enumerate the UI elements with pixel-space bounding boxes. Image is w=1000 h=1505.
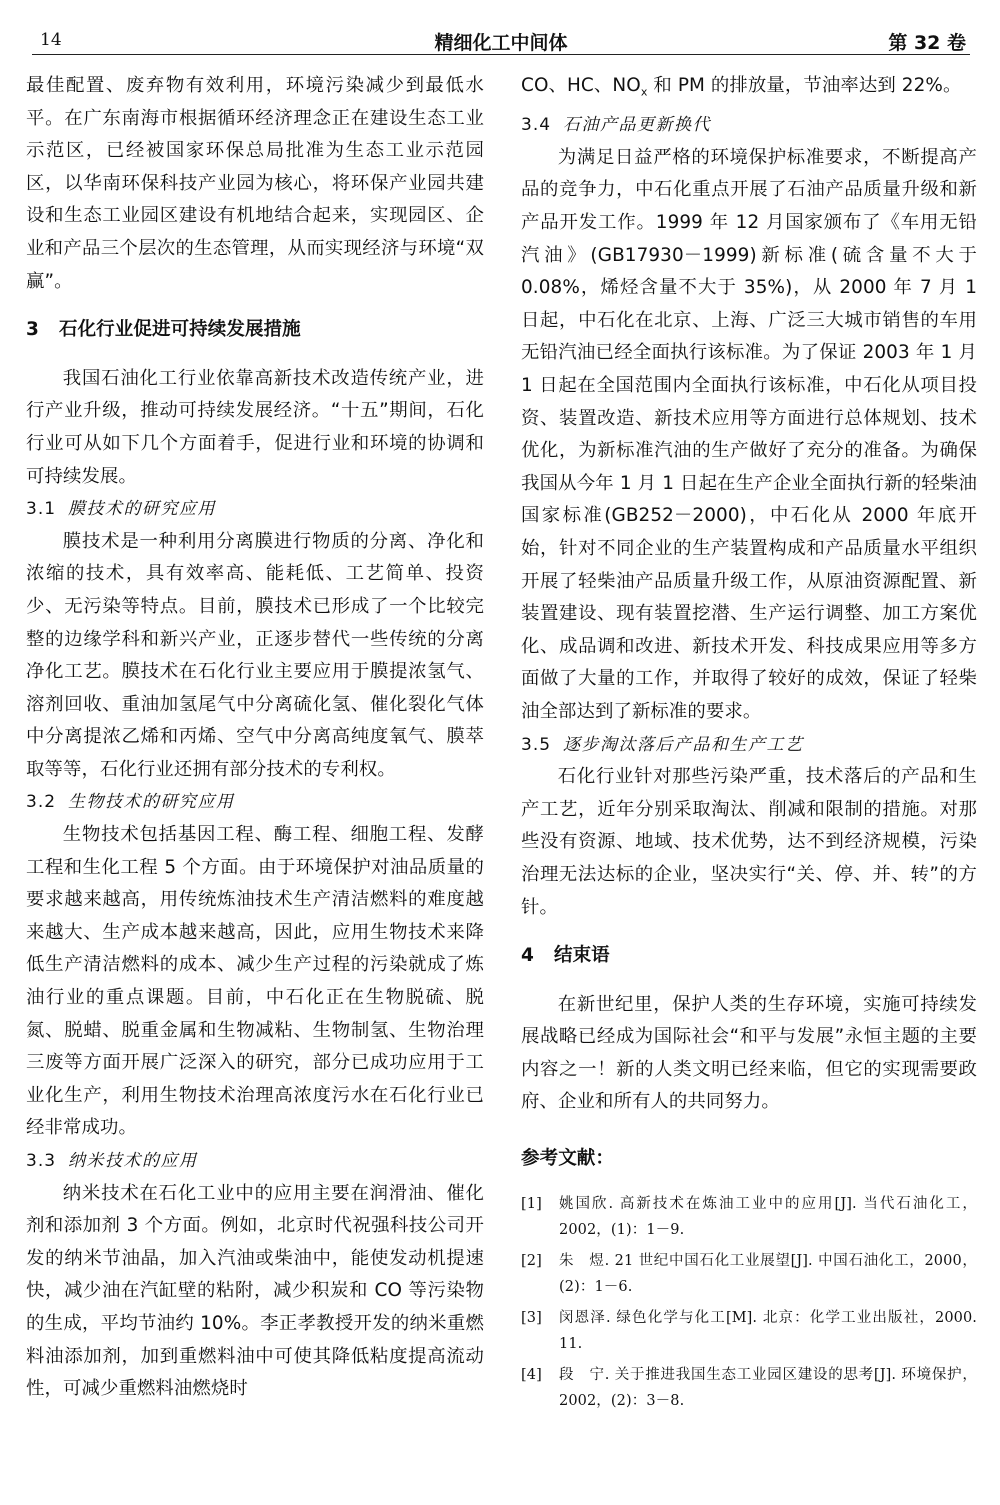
subsection-title: 逐步淘汰落后产品和生产工艺 bbox=[563, 734, 804, 755]
reference-text: 闵恩泽. 绿色化学与化工[M]. 北京：化学工业出版社，2000. 11. bbox=[559, 1310, 977, 1353]
references-heading: 参考文献： bbox=[521, 1148, 615, 1170]
section-4-heading bbox=[521, 940, 977, 973]
section-number: 4 bbox=[521, 945, 534, 967]
subsection-title: 纳米技术的应用 bbox=[68, 1151, 198, 1171]
section-3-3-body: 纳米技术在石化工业中的应用主要在润滑油、催化剂和添加剂 3 个方面。例如，北京时代祝强科技公司开发的纳米节油晶，加入汽油或柴油中，能使发动机提速快，减少油在汽缸壁的粘附，减少积炭和 CO 等污染物的生成，平均节油约 10%。李正孝教授开发的纳米重燃料油添加剂，加到重燃料油中可使其降低粘度提高流动性，可减少重燃料油燃烧时 bbox=[26, 1182, 484, 1400]
section-title: 石化行业促进可持续发展措施 bbox=[58, 319, 301, 341]
text-fragment: 和 PM 的排放量，节油率达到 22%。 bbox=[647, 75, 962, 96]
running-header bbox=[32, 28, 970, 55]
reference-number: [4] bbox=[521, 1367, 542, 1384]
reference-item bbox=[521, 1248, 977, 1300]
section-3-1-heading bbox=[26, 493, 484, 526]
continued-paragraph bbox=[521, 70, 977, 109]
section-3-3-heading bbox=[26, 1145, 484, 1178]
section-3-4-body: 为满足日益严格的环境保护标准要求，不断提高产品的竞争力，中石化重点开展了石油产品质量升级和新产品开发工作。1999 年 12 月国家颁布了《车用无铅汽油》(GB17930－1999)新标准(硫含量不大于 0.08%，烯烃含量不大于 35%)，从 2000 年 7 月 1 日起，中石化在北京、上海、广泛三大城市销售的车用无铅汽油已经全面执行该标准。为了保证 2003 年 1 月 1 日起在全国范围内全面执行该标准，中石化从项目投资、装置改造、新技术应用等方面进行总体规划、技术优化，为新标准汽油的生产做好了充分的准备。为确保我国从今年 1 月 1 日起在生产企业全面执行新的轻柴油国家标准(GB252－2000)，中石化从 2000 年底开始，针对不同企业的生产装置构成和产品质量水平组织开展了轻柴油产品质量升级工作，从原油资源配置、新装置建设、现有装置挖潜、生产运行调整、加工方案优化、成品调和改进、新技术开发、科技成果应用等多方面做了大量的工作，并取得了较好的成效，保证了轻柴油全部达到了新标准的要求。 bbox=[521, 146, 977, 722]
left-column bbox=[26, 70, 484, 1406]
reference-item bbox=[521, 1191, 977, 1243]
right-column bbox=[521, 70, 977, 1419]
section-4-body: 在新世纪里，保护人类的生存环境，实施可持续发展战略已经成为国际社会“和平与发展”永恒主题的主要内容之一！新的人类文明已经来临，但它的实现需要政府、企业和所有人的共同努力。 bbox=[521, 993, 977, 1113]
reference-number: [3] bbox=[521, 1310, 542, 1327]
section-3-5-heading bbox=[521, 729, 977, 762]
subscript: x bbox=[640, 85, 648, 99]
subsection-title: 膜技术的研究应用 bbox=[68, 499, 217, 520]
subsection-number: 3.1 bbox=[26, 499, 57, 520]
reference-text: 朱 煜. 21 世纪中国石化工业展望[J]. 中国石油化工，2000，(2)：1－6. bbox=[559, 1253, 977, 1296]
section-title: 结束语 bbox=[553, 945, 610, 967]
reference-text: 段 宁. 关于推进我国生态工业园区建设的思考[J]. 环境保护，2002，(2)：3－8. bbox=[559, 1367, 977, 1410]
journal-title: 精细化工中间体 bbox=[434, 32, 568, 54]
subsection-title: 石油产品更新换代 bbox=[563, 115, 712, 136]
section-3-2-body: 生物技术包括基因工程、酶工程、细胞工程、发酵工程和生化工程 5 个方面。由于环境保护对油品质量的要求越来越高，用传统炼油技术生产清洁燃料的难度越来越大、生产成本越来越高，因此，应用生物技术来降低生产清洁燃料的成本、减少生产过程的污染就成了炼油行业的重点课题。目前，中石化正在生物脱硫、脱氮、脱蜡、脱重金属和生物减粘、生物制氢、生物治理三废等方面开展广泛深入的研究，部分已成功应用于工业化生产，利用生物技术治理高浓度污水在石化行业已经非常成功。 bbox=[26, 824, 484, 1139]
reference-item bbox=[521, 1305, 977, 1357]
subsection-number: 3.4 bbox=[521, 115, 552, 136]
section-3-1-body: 膜技术是一种利用分离膜进行物质的分离、净化和浓缩的技术，具有效率高、能耗低、工艺简单、投资少、无污染等特点。目前，膜技术已形成了一个比较完整的边缘学科和新兴产业，正逐步替代一些传统的分离净化工艺。膜技术在石化行业主要应用于膜提浓氢气、溶剂回收、重油加氢尾气中分离硫化氢、催化裂化气体中分离提浓乙烯和丙烯、空气中分离高纯度氧气、膜萃取等等，石化行业还拥有部分技术的专利权。 bbox=[26, 530, 484, 780]
subsection-title: 生物技术的研究应用 bbox=[68, 792, 235, 813]
subsection-number: 3.5 bbox=[521, 734, 552, 755]
reference-text: 姚国欣. 高新技术在炼油工业中的应用[J]. 当代石油化工，2002，(1)：1－9. bbox=[559, 1196, 977, 1239]
reference-number: [2] bbox=[521, 1253, 542, 1270]
section-3-intro: 我国石油化工行业依靠高新技术改造传统产业，进行产业升级，推动可持续发展经济。“十五”期间，石化行业可从如下几个方面着手，促进行业和环境的协调和可持续发展。 bbox=[26, 367, 484, 487]
section-3-heading bbox=[26, 314, 484, 347]
section-3-5-body: 石化行业针对那些污染严重，技术落后的产品和生产工艺，近年分别采取淘汰、削减和限制的措施。对那些没有资源、地域、技术优势，达不到经济规模，污染治理无法达标的企业，坚决实行“关、停、并、转”的方针。 bbox=[521, 766, 977, 918]
reference-number: [1] bbox=[521, 1196, 542, 1213]
reference-item bbox=[521, 1362, 977, 1414]
section-3-4-heading bbox=[521, 109, 977, 142]
text-fragment: CO、HC、NO bbox=[521, 75, 641, 96]
section-3-2-heading bbox=[26, 786, 484, 819]
volume-label: 第 32 卷 bbox=[888, 32, 966, 54]
continued-paragraph: 最佳配置、废弃物有效利用，环境污染减少到最低水平。在广东南海市根据循环经济理念正在建设生态工业示范区，已经被国家环保总局批准为生态工业示范园区，以华南环保科技产业园为核心，将环保产业园共建设和生态工业园区建设有机地结合起来，实现园区、企业和产品三个层次的生态管理，从而实现经济与环境“双赢”。 bbox=[26, 75, 484, 292]
page-number: 14 bbox=[40, 30, 62, 50]
section-number: 3 bbox=[26, 319, 39, 341]
subsection-number: 3.2 bbox=[26, 792, 57, 813]
reference-list bbox=[521, 1191, 977, 1414]
subsection-number: 3.3 bbox=[26, 1151, 57, 1171]
